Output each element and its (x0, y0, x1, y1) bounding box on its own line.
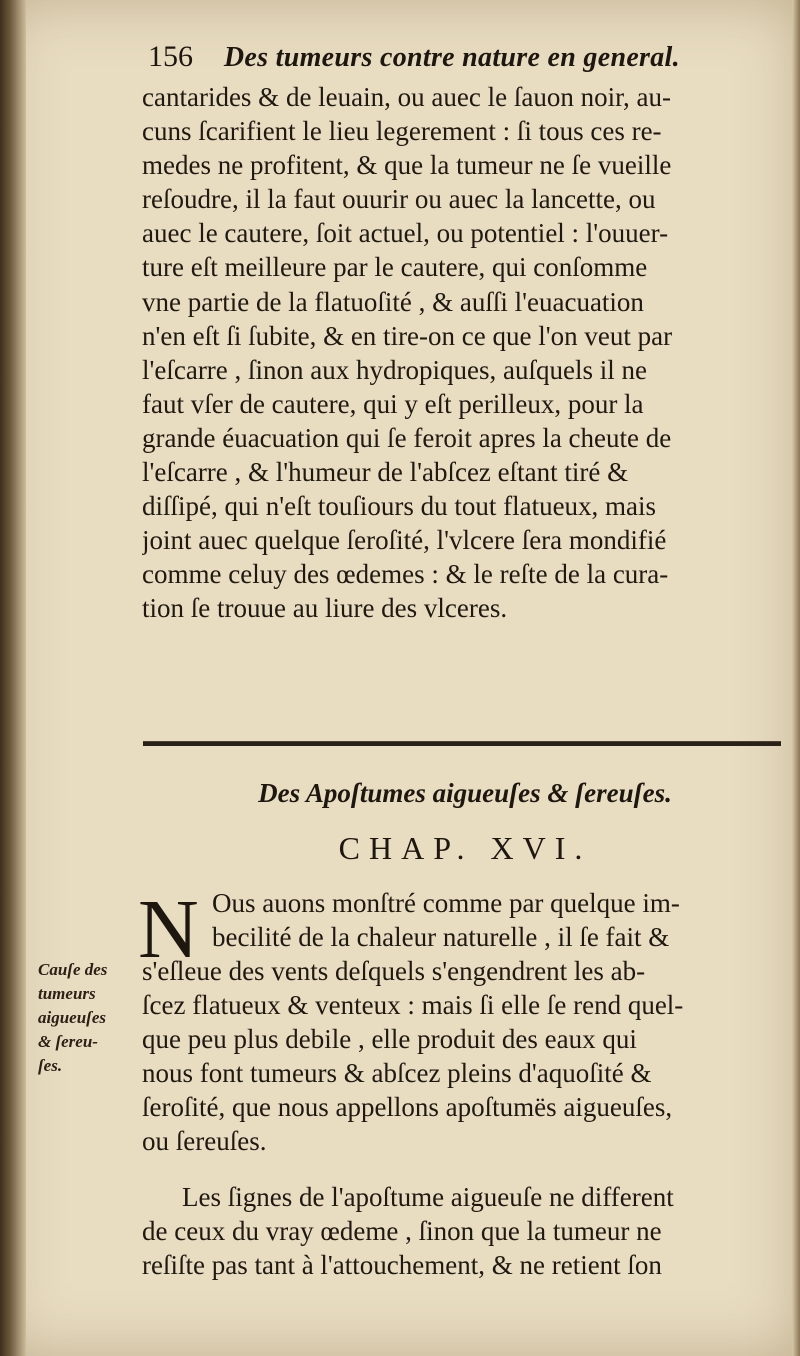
text-line: faut vſer de cautere, qui y eſt perilleux, pour la (142, 388, 644, 419)
text-line: becilité de la chaleur naturelle , il ſe fait & (212, 922, 670, 953)
margin-note (38, 958, 138, 1078)
margin-note-line: Cauſe des (38, 960, 108, 979)
margin-note-line: & ſereu- (38, 1032, 98, 1051)
text-line: Les ſignes de l'apoſtume aigueuſe ne different (182, 1182, 674, 1212)
text-line: diſſipé, qui n'eſt touſiours du tout flatueux, mais (142, 491, 657, 522)
chapter-number: CHAP. XVI. (338, 830, 592, 866)
text-line: auec le cautere, ſoit actuel, ou potentiel : l'ouuer- (142, 218, 669, 249)
text-line: reſiſte pas tant à l'attouchement, & ne retient ſon (142, 1250, 662, 1281)
text-line: ſcez flatueux & venteux : mais ſi elle ſe rend quel- (142, 990, 684, 1021)
margin-note-line: ſes. (38, 1056, 63, 1075)
text-line: s'eſleue des vents deſquels s'engendrent les ab- (142, 956, 646, 986)
text-line: cuns ſcarifient le lieu legerement : ſi tous ces re- (142, 116, 662, 147)
text-line: comme celuy des œdemes : & le reſte de la cura- (142, 559, 669, 590)
text-line: de ceux du vray œdeme , ſinon que la tumeur ne (142, 1216, 662, 1247)
text-line: que peu plus debile , elle produit des eaux qui (142, 1024, 637, 1055)
chapter-title: Des Apoſtumes aigueuſes & ſereuſes. (258, 778, 672, 808)
text-line: n'en eſt ſi ſubite, & en tire-on ce que l'on veut par (142, 320, 673, 351)
text-line: grande éuacuation qui ſe feroit apres la cheute de (142, 422, 672, 453)
section-divider (143, 741, 781, 746)
text-line: l'eſcarre , ſinon aux hydropiques, auſquels il ne (142, 354, 647, 385)
text-line: tion ſe trouue au liure des vlceres. (142, 593, 508, 624)
text-line: ou ſereuſes. (142, 1126, 267, 1157)
running-title: Des tumeurs contre nature en general. (223, 42, 680, 73)
text-line: l'eſcarre , & l'humeur de l'abſcez eſtant tiré & (142, 457, 629, 488)
text-line: vne partie de la flatuoſité , & auſſi l'euacuation (142, 286, 644, 317)
text-line: joint auec quelque ſeroſité, l'vlcere ſera mondifié (142, 525, 667, 556)
margin-note-line: tumeurs (38, 984, 96, 1003)
text-line: reſoudre, il la faut ouurir ou auec la lancette, ou (142, 184, 656, 215)
paragraph-1 (142, 80, 792, 626)
page-number: 156 (148, 40, 193, 73)
paragraph-3 (142, 1180, 797, 1282)
text-line: ture eſt meilleure par le cautere, qui conſomme (142, 252, 648, 283)
text-line: nous font tumeurs & abſcez pleins d'aquoſité & (142, 1058, 652, 1089)
margin-note-line: aigueuſes (38, 1008, 106, 1027)
text-line: Ous auons monſtré comme par quelque im- (212, 888, 680, 918)
text-line: cantarides & de leuain, ou auec le ſauon noir, au- (142, 82, 671, 112)
text-line: medes ne profitent, & que la tumeur ne ſe vueille (142, 150, 672, 181)
paragraph-2-opening (212, 886, 797, 954)
text-line: ſeroſité, que nous appellons apoſtumës aigueuſes, (142, 1092, 673, 1123)
running-header (148, 40, 788, 74)
drop-cap: N (138, 883, 199, 976)
paragraph-2 (142, 954, 797, 1159)
binding-gutter (0, 0, 26, 1356)
